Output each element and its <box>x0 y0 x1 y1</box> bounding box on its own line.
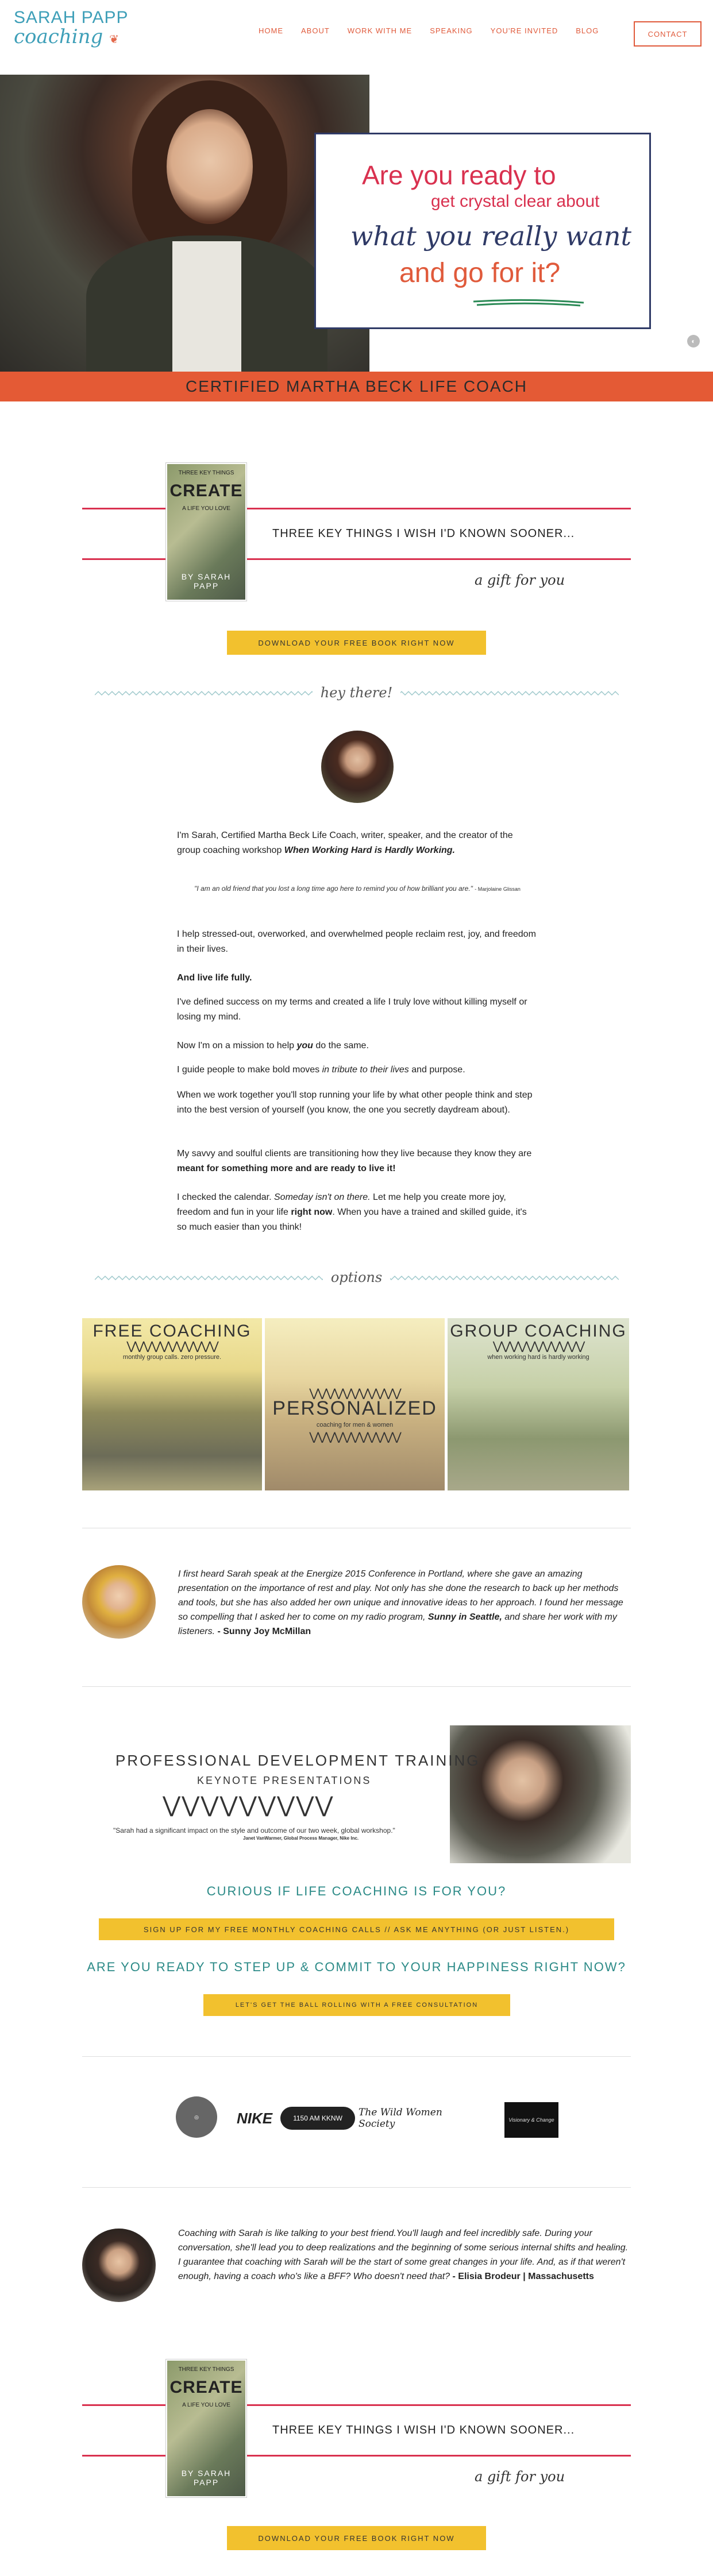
certified-banner: CERTIFIED MARTHA BECK LIFE COACH <box>0 372 713 401</box>
option-personalized[interactable] <box>265 1318 445 1490</box>
ebook-title: THREE KEY THINGS I WISH I'D KNOWN SOONER... <box>272 2424 575 2436</box>
option-group-coaching[interactable] <box>448 1318 629 1490</box>
logo-dark: Visionary & Change <box>504 2102 558 2138</box>
option-free-coaching[interactable] <box>82 1318 262 1490</box>
squiggle-underline <box>471 298 586 307</box>
bio-p4: I've defined success on my terms and created a life I truly love without killing myself or losing my mind. <box>177 997 527 1022</box>
site-logo[interactable] <box>14 8 129 48</box>
download-book-button[interactable]: DOWNLOAD YOUR FREE BOOK RIGHT NOW <box>227 631 486 655</box>
contact-button[interactable]: CONTACT <box>634 21 702 47</box>
chevron-icons: ⋁⋁⋁⋁⋁⋁⋁⋁⋁⋁⋁ <box>309 1387 400 1400</box>
ebook-cover[interactable]: THREE KEY THINGS CREATE A LIFE YOU LOVE BY SARAH PAPP <box>166 463 246 601</box>
logo-seal: ◎ <box>176 2096 217 2138</box>
bio-p7: When we work together you'll stop running your life by what other people think and step into the best version of yourself (you know, the one you secretly daydream about). <box>177 1090 533 1115</box>
testimonial-sunny: I first heard Sarah speak at the Energize 2015 Conference in Portland, where she gave an amazing presentation on the importance of rest and play. Not only has she done the research to back up her methods and tools, but she has also added her own unique and innovative ideas to her approach. I found her message so compelling that I asked her to come on my radio program, Sunny in Seattle, and share her work with my listeners. - Sunny Joy McMillan <box>178 1569 623 1636</box>
logo-nike: NIKE <box>236 2109 273 2127</box>
bio-p2: I help stressed-out, overworked, and overwhelmed people reclaim rest, joy, and freedom in their lives. <box>177 929 536 954</box>
site-header <box>0 0 713 75</box>
bio-p8: My savvy and soulful clients are transitioning how they live because they know they are meant for something more and are ready to live it! <box>177 1149 532 1173</box>
bird-icon: ❦ <box>109 32 119 46</box>
bio-p6: I guide people to make bold moves in tribute to their lives and purpose. <box>177 1065 465 1075</box>
option-sub: coaching for men & women <box>316 1422 394 1428</box>
hero-line-4: and go for it? <box>399 258 561 288</box>
pd-subtitle: KEYNOTE PRESENTATIONS <box>197 1775 372 1786</box>
hero <box>0 75 713 372</box>
chevron-icons: ⋁⋁⋁⋁⋁⋁⋁⋁⋁⋁⋁ <box>309 1431 400 1443</box>
option-sub: when working hard is hardly working <box>487 1354 589 1361</box>
nav-home[interactable]: HOME <box>259 26 283 35</box>
nav-blog[interactable]: BLOG <box>576 26 599 35</box>
speaker-photo <box>450 1725 631 1863</box>
nav-work-with-me[interactable]: WORK WITH ME <box>347 26 413 35</box>
bio-p5: Now I'm on a mission to help you do the same. <box>177 1041 369 1051</box>
ready-heading: ARE YOU READY TO STEP UP & COMMIT TO YOUR HAPPINESS RIGHT NOW? <box>87 1960 626 1974</box>
sunny-avatar <box>82 1565 156 1639</box>
hero-line-2: get crystal clear about <box>431 192 600 211</box>
ebook-gift: a gift for you <box>475 572 565 588</box>
pd-quote-author: Janet VanWarmer, Global Process Manager, Nike Inc. <box>243 1836 359 1841</box>
bio-p9: I checked the calendar. Someday isn't on there. Let me help you create more joy, freedom and fun in your life right now. When you have a trained and skilled guide, it's so much easier than you think! <box>177 1192 527 1232</box>
free-calls-button[interactable]: SIGN UP FOR MY FREE MONTHLY COACHING CALLS // ASK ME ANYTHING (OR JUST LISTEN.) <box>99 1918 614 1940</box>
ebook-section-2 <box>0 2356 713 2540</box>
logo-radio: 1150 AM KKNW <box>280 2107 355 2130</box>
option-title: FREE COACHING <box>93 1322 252 1341</box>
chevron-icons: ⋁⋁⋁⋁⋁⋁⋁⋁⋁⋁⋁ <box>126 1340 218 1353</box>
ebook-gift: a gift for you <box>475 2469 565 2485</box>
hero-quote-box <box>314 133 651 329</box>
ebook-section-1 <box>0 459 713 643</box>
main-nav <box>259 26 616 35</box>
curious-heading: CURIOUS IF LIFE COACHING IS FOR YOU? <box>206 1884 507 1898</box>
bio-p3: And live life fully. <box>177 973 252 983</box>
option-sub: monthly group calls. zero pressure. <box>122 1354 222 1361</box>
pd-title: PROFESSIONAL DEVELOPMENT TRAINING <box>115 1752 480 1769</box>
options-label: options <box>323 1269 390 1285</box>
chevron-icons: ⋁⋁⋁⋁⋁⋁⋁⋁⋁⋁⋁ <box>492 1340 584 1353</box>
pd-quote: "Sarah had a significant impact on the style and outcome of our two week, global workshop." <box>113 1826 395 1835</box>
bio-intro: I'm Sarah, Certified Martha Beck Life Coach, writer, speaker, and the creator of the group coaching workshop When Working Hard is Hardly Working. <box>177 831 513 855</box>
logo-tagline: coaching <box>14 25 103 48</box>
chevron-icons: ⋁⋁⋁⋁⋁⋁⋁⋁⋁ <box>163 1793 334 1817</box>
nav-youre-invited[interactable]: YOU'RE INVITED <box>490 26 558 35</box>
option-title: GROUP COACHING <box>450 1322 627 1341</box>
nav-speaking[interactable]: SPEAKING <box>430 26 473 35</box>
hero-line-3: what you really want <box>350 221 632 252</box>
ebook-cover[interactable]: THREE KEY THINGS CREATE A LIFE YOU LOVE BY SARAH PAPP <box>166 2359 246 2497</box>
elisia-avatar <box>82 2229 156 2302</box>
logo-name: SARAH PAPP <box>14 8 129 27</box>
nav-about[interactable]: ABOUT <box>301 26 330 35</box>
option-title: PERSONALIZED <box>272 1397 437 1419</box>
sarah-avatar <box>321 731 394 803</box>
client-logos <box>0 2096 713 2142</box>
testimonial-elisia: Coaching with Sarah is like talking to your best friend.You'll laugh and feel incredibly safe. During your conversation, she'll lead you to deep realizations and the beginning of some serious internal shifts and healing. I guarantee that coaching with Sarah will be the start of some great changes in your life. And, as if that weren't enough, having a coach who's like a BFF? Who doesn't need that? - Elisia Brodeur | Massachusetts <box>178 2229 629 2281</box>
logo-wild-women: The Wild Women Society <box>359 2107 442 2130</box>
hey-there-label: hey there! <box>313 685 400 701</box>
free-consultation-button[interactable]: LET'S GET THE BALL ROLLING WITH A FREE CONSULTATION <box>203 1994 510 2016</box>
professional-development-banner[interactable] <box>82 1725 631 1863</box>
ebook-title: THREE KEY THINGS I WISH I'D KNOWN SOONER... <box>272 527 575 540</box>
pull-quote: "I am an old friend that you lost a long time ago here to remind you of how brilliant you are." - Marjolaine Glissan <box>194 885 521 893</box>
scroll-icon[interactable]: ◐ <box>687 335 700 347</box>
hero-line-1: Are you ready to <box>362 160 556 190</box>
download-book-button-2[interactable]: DOWNLOAD YOUR FREE BOOK RIGHT NOW <box>227 2526 486 2550</box>
